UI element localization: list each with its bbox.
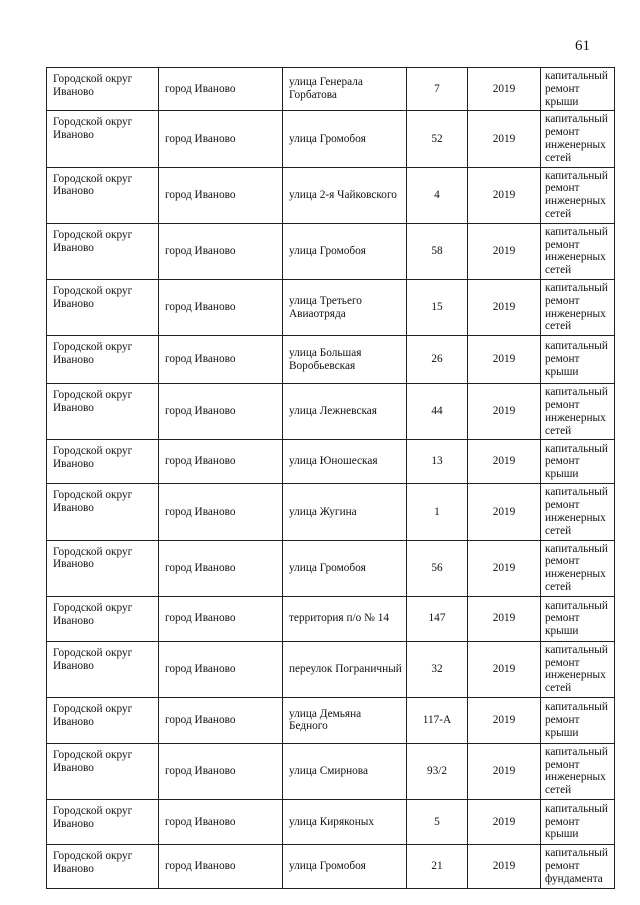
street-cell: улица Третьего Авиаотряда (283, 279, 407, 335)
work-type-cell: капитальный ремонт инженерных сетей (541, 167, 615, 223)
house-number-cell: 93/2 (407, 743, 468, 799)
municipality-cell: Городской округ Иваново (47, 697, 159, 743)
table-body (47, 68, 615, 889)
street-cell: улица 2-я Чайковского (283, 167, 407, 223)
city-cell: город Иваново (159, 223, 283, 279)
house-number-cell: 13 (407, 440, 468, 484)
page-number: 61 (575, 38, 590, 54)
municipality-cell: Городской округ Иваново (47, 167, 159, 223)
table-row (47, 68, 615, 111)
year-cell: 2019 (468, 743, 541, 799)
year-cell: 2019 (468, 223, 541, 279)
house-number-cell: 5 (407, 800, 468, 845)
street-cell: улица Громобоя (283, 845, 407, 889)
table-row (47, 845, 615, 889)
municipality-cell: Городской округ Иваново (47, 641, 159, 697)
house-number-cell: 15 (407, 279, 468, 335)
street-cell: улица Жугина (283, 484, 407, 540)
city-cell: город Иваново (159, 596, 283, 641)
work-type-cell: капитальный ремонт инженерных сетей (541, 484, 615, 540)
municipality-cell: Городской округ Иваново (47, 743, 159, 799)
street-cell: улица Громобоя (283, 223, 407, 279)
year-cell: 2019 (468, 111, 541, 167)
year-cell: 2019 (468, 167, 541, 223)
work-type-cell: капитальный ремонт инженерных сетей (541, 540, 615, 596)
city-cell: город Иваново (159, 68, 283, 111)
table-row (47, 743, 615, 799)
city-cell: город Иваново (159, 279, 283, 335)
year-cell: 2019 (468, 641, 541, 697)
street-cell: переулок Пограничный (283, 641, 407, 697)
table-row (47, 641, 615, 697)
work-type-cell: капитальный ремонт инженерных сетей (541, 223, 615, 279)
municipality-cell: Городской округ Иваново (47, 800, 159, 845)
table-row (47, 384, 615, 440)
repair-schedule-table (46, 67, 615, 889)
year-cell: 2019 (468, 384, 541, 440)
city-cell: город Иваново (159, 697, 283, 743)
work-type-cell: капитальный ремонт инженерных сетей (541, 111, 615, 167)
street-cell: улица Юношеская (283, 440, 407, 484)
work-type-cell: капитальный ремонт инженерных сетей (541, 279, 615, 335)
work-type-cell: капитальный ремонт крыши (541, 68, 615, 111)
table-row (47, 800, 615, 845)
table-row (47, 223, 615, 279)
municipality-cell: Городской округ Иваново (47, 440, 159, 484)
house-number-cell: 26 (407, 336, 468, 384)
table-row (47, 596, 615, 641)
street-cell: территория п/о № 14 (283, 596, 407, 641)
house-number-cell: 147 (407, 596, 468, 641)
municipality-cell: Городской округ Иваново (47, 845, 159, 889)
work-type-cell: капитальный ремонт крыши (541, 336, 615, 384)
house-number-cell: 1 (407, 484, 468, 540)
work-type-cell: капитальный ремонт фундамента (541, 845, 615, 889)
municipality-cell: Городской округ Иваново (47, 484, 159, 540)
municipality-cell: Городской округ Иваново (47, 540, 159, 596)
year-cell: 2019 (468, 845, 541, 889)
street-cell: улица Лежневская (283, 384, 407, 440)
year-cell: 2019 (468, 336, 541, 384)
year-cell: 2019 (468, 68, 541, 111)
house-number-cell: 32 (407, 641, 468, 697)
year-cell: 2019 (468, 440, 541, 484)
city-cell: город Иваново (159, 743, 283, 799)
table-row (47, 167, 615, 223)
table-row (47, 111, 615, 167)
street-cell: улица Смирнова (283, 743, 407, 799)
house-number-cell: 7 (407, 68, 468, 111)
city-cell: город Иваново (159, 384, 283, 440)
work-type-cell: капитальный ремонт крыши (541, 697, 615, 743)
year-cell: 2019 (468, 800, 541, 845)
city-cell: город Иваново (159, 800, 283, 845)
municipality-cell: Городской округ Иваново (47, 596, 159, 641)
municipality-cell: Городской округ Иваново (47, 68, 159, 111)
table-row (47, 440, 615, 484)
city-cell: город Иваново (159, 167, 283, 223)
street-cell: улица Киряконых (283, 800, 407, 845)
work-type-cell: капитальный ремонт инженерных сетей (541, 743, 615, 799)
house-number-cell: 4 (407, 167, 468, 223)
year-cell: 2019 (468, 697, 541, 743)
table-row (47, 484, 615, 540)
table-row (47, 336, 615, 384)
city-cell: город Иваново (159, 641, 283, 697)
city-cell: город Иваново (159, 111, 283, 167)
table-row (47, 540, 615, 596)
house-number-cell: 56 (407, 540, 468, 596)
city-cell: город Иваново (159, 336, 283, 384)
work-type-cell: капитальный ремонт инженерных сетей (541, 641, 615, 697)
house-number-cell: 52 (407, 111, 468, 167)
house-number-cell: 44 (407, 384, 468, 440)
city-cell: город Иваново (159, 484, 283, 540)
year-cell: 2019 (468, 484, 541, 540)
municipality-cell: Городской округ Иваново (47, 111, 159, 167)
street-cell: улица Демьяна Бедного (283, 697, 407, 743)
city-cell: город Иваново (159, 540, 283, 596)
work-type-cell: капитальный ремонт крыши (541, 800, 615, 845)
street-cell: улица Громобоя (283, 540, 407, 596)
city-cell: город Иваново (159, 440, 283, 484)
municipality-cell: Городской округ Иваново (47, 279, 159, 335)
city-cell: город Иваново (159, 845, 283, 889)
street-cell: улица Громобоя (283, 111, 407, 167)
house-number-cell: 21 (407, 845, 468, 889)
year-cell: 2019 (468, 596, 541, 641)
work-type-cell: капитальный ремонт крыши (541, 596, 615, 641)
year-cell: 2019 (468, 279, 541, 335)
municipality-cell: Городской округ Иваново (47, 336, 159, 384)
house-number-cell: 117-А (407, 697, 468, 743)
work-type-cell: капитальный ремонт инженерных сетей (541, 384, 615, 440)
municipality-cell: Городской округ Иваново (47, 384, 159, 440)
work-type-cell: капитальный ремонт крыши (541, 440, 615, 484)
house-number-cell: 58 (407, 223, 468, 279)
table-row (47, 697, 615, 743)
municipality-cell: Городской округ Иваново (47, 223, 159, 279)
table-row (47, 279, 615, 335)
street-cell: улица Большая Воробьевская (283, 336, 407, 384)
street-cell: улица Генерала Горбатова (283, 68, 407, 111)
year-cell: 2019 (468, 540, 541, 596)
